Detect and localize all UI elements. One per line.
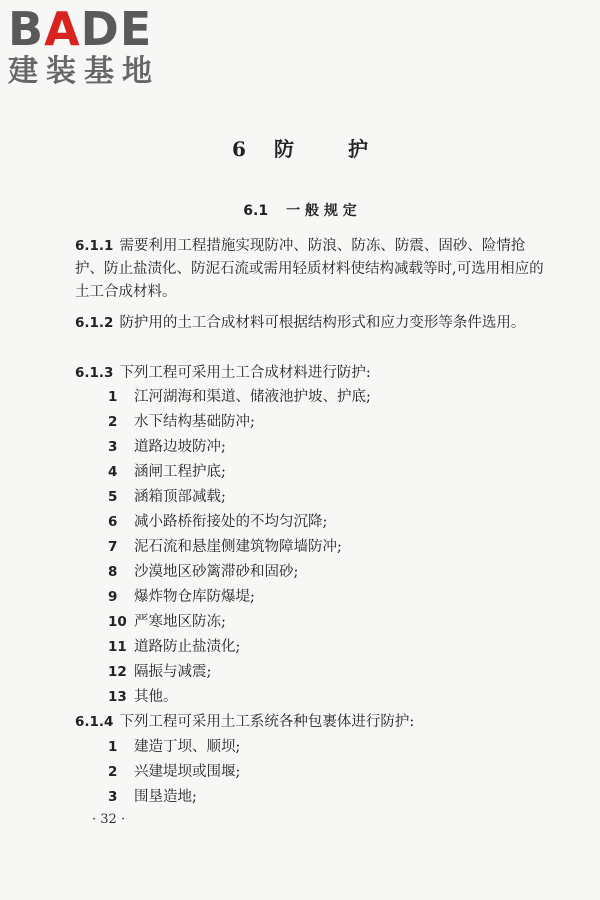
clause-6-1-4: 6.1.4 下列工程可采用土工系统各种包裹体进行防护: (75, 714, 415, 730)
list-item: 3 围垦造地; (108, 789, 197, 805)
clause-6-1-3: 6.1.3 下列工程可采用土工合成材料进行防护: (75, 365, 371, 381)
list-item: 1 江河湖海和渠道、储液池护坡、护底; (108, 389, 371, 405)
list-item: 2 水下结构基础防冲; (108, 414, 255, 430)
logo-wordmark: BADE (8, 2, 153, 56)
list-item: 12 隔振与减震; (108, 664, 212, 680)
clause-6-1-1: 6.1.1 需要利用工程措施实现防冲、防浪、防冻、防震、固砂、险情抢护、防止盐渍化、防泥石流或需用轻质材料使结构减载等时,可选用相应的土工合成材料。 (75, 238, 544, 300)
list-item: 1 建造丁坝、顺坝; (108, 739, 241, 755)
section-title: 6.1 一 般 规 定 (243, 203, 357, 219)
list-item: 6 减小路桥衔接处的不均匀沉降; (108, 514, 328, 530)
list-item: 8 沙漠地区砂篱滞砂和固砂; (108, 564, 299, 580)
list-item: 5 涵箱顶部减载; (108, 489, 226, 505)
list-item: 10 严寒地区防冻; (108, 614, 226, 630)
list-item: 7 泥石流和悬崖侧建筑物障墙防冲; (108, 539, 342, 555)
list-item: 2 兴建堤坝或围堰; (108, 764, 241, 780)
chapter-title: 6 防 护 (232, 137, 368, 161)
list-item: 13 其他。 (108, 689, 178, 705)
list-item: 11 道路防止盐渍化; (108, 639, 241, 655)
logo-subtitle: 建装基地 (8, 54, 160, 89)
clause-6-1-2: 6.1.2 防护用的土工合成材料可根据结构形式和应力变形等条件选用。 (75, 315, 526, 331)
list-item: 4 涵闸工程护底; (108, 464, 226, 480)
brand-logo (8, 4, 178, 90)
list-item: 9 爆炸物仓库防爆堤; (108, 589, 255, 605)
page-number: · 32 · (92, 812, 126, 827)
list-item: 3 道路边坡防冲; (108, 439, 226, 455)
